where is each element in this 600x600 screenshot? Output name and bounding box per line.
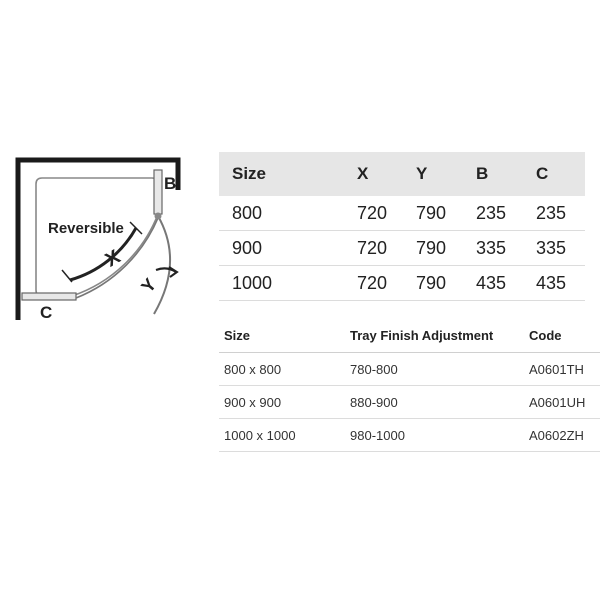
- cell-b: 235: [476, 202, 507, 223]
- side-panel-c: [22, 293, 76, 300]
- reversible-label: Reversible: [48, 220, 124, 237]
- cell-b: 335: [476, 237, 507, 258]
- cell-code: A0601TH: [529, 361, 584, 377]
- cell-c: 335: [536, 237, 567, 258]
- cell-x: 720: [357, 272, 388, 293]
- header-c: C: [536, 164, 549, 183]
- table-row: [219, 386, 600, 419]
- code-table: [219, 318, 600, 452]
- dimension-table: [219, 152, 585, 301]
- header-size: Size: [224, 327, 251, 343]
- cell-tray-finish-adjustment: 980-1000: [350, 427, 405, 443]
- cell-size: 900: [232, 237, 263, 258]
- y-dimension-label: Y: [137, 274, 161, 297]
- header-y: Y: [416, 164, 428, 183]
- code-table-header: [219, 318, 600, 353]
- cell-y: 790: [416, 272, 447, 293]
- x-dimension-tick-end: [62, 270, 72, 282]
- table-row: [219, 196, 585, 231]
- cell-y: 790: [416, 202, 447, 223]
- b-label: B: [164, 174, 177, 193]
- cell-code: A0601UH: [529, 394, 586, 410]
- cell-x: 720: [357, 237, 388, 258]
- table-row: [219, 353, 600, 386]
- cell-y: 790: [416, 237, 447, 258]
- cell-c: 435: [536, 272, 567, 293]
- header-tray-finish-adjustment: Tray Finish Adjustment: [350, 327, 494, 343]
- c-label: C: [40, 303, 53, 322]
- cell-x: 720: [357, 202, 388, 223]
- cell-size: 900 x 900: [224, 394, 282, 410]
- cell-size: 800 x 800: [224, 361, 282, 377]
- cell-code: A0602ZH: [529, 427, 584, 443]
- curved-door-open: [154, 216, 170, 314]
- cell-tray-finish-adjustment: 880-900: [350, 394, 398, 410]
- cell-size: 1000: [232, 272, 273, 293]
- x-dimension-label: X: [101, 245, 125, 272]
- dimension-table-header: [219, 152, 585, 196]
- header-code: Code: [529, 327, 562, 343]
- table-row: [219, 231, 585, 266]
- cell-tray-finish-adjustment: 780-800: [350, 361, 398, 377]
- table-row: [219, 419, 600, 452]
- hinge-point: [155, 213, 162, 220]
- cell-c: 235: [536, 202, 567, 223]
- cell-b: 435: [476, 272, 507, 293]
- header-x: X: [357, 164, 369, 183]
- cell-size: 800: [232, 202, 263, 223]
- shower-tray: [36, 178, 161, 297]
- side-panel-b: [154, 170, 162, 214]
- header-b: B: [476, 164, 489, 183]
- table-row: [219, 266, 585, 301]
- header-size: Size: [232, 164, 267, 183]
- cell-size: 1000 x 1000: [224, 427, 296, 443]
